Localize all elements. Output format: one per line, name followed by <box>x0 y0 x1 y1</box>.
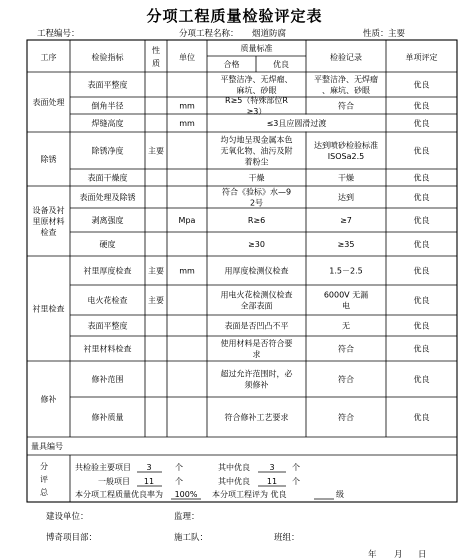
row-rating: 优良 <box>413 413 430 422</box>
row-indicator: 倒角半径 <box>91 101 124 111</box>
row-unit: mm <box>179 101 195 111</box>
col-excellent: 优良 <box>273 60 289 69</box>
row-record: 达到喷砂检验标准 ISOSa2.5 <box>314 141 378 161</box>
row-unit: mm <box>179 119 195 128</box>
subproject-label: 分项工程名称： <box>179 29 239 39</box>
row-standard: 符合修补工艺要求 <box>224 413 289 422</box>
row-record: 干燥 <box>338 173 354 183</box>
group-label: 设备及衬里原材料检查 <box>32 206 65 237</box>
row-standard: 平整洁净、无焊瘤、麻坑、砂眼 <box>220 75 293 95</box>
footer-day: 日 <box>418 550 427 560</box>
row-nature: 主要 <box>148 146 164 156</box>
group-label: 衬里检查 <box>32 304 65 314</box>
row-record: 平整洁净、无焊瘤、麻坑、砂眼 <box>314 75 378 95</box>
row-indicator: 修补范围 <box>91 375 124 384</box>
tools-label: 量具编号 <box>31 442 63 451</box>
row-record: 无 <box>342 321 350 331</box>
row-rating: 优良 <box>413 240 430 249</box>
row-indicator: 表面平整度 <box>87 321 128 331</box>
row-record: 达到 <box>338 193 354 202</box>
summary-main-count: 3 <box>146 463 152 472</box>
row-unit: mm <box>179 266 195 276</box>
row-standard: 表面是否凹凸不平 <box>224 321 289 331</box>
row-standard: 用厚度检测仪检查 <box>224 266 289 276</box>
row-record: 符合 <box>338 344 354 354</box>
row-standard: 干燥 <box>248 173 265 183</box>
col-indicator: 检验指标 <box>91 53 124 62</box>
row-record: 符合 <box>338 101 354 111</box>
col-process: 工序 <box>40 53 57 62</box>
summary-general-count: 11 <box>143 477 155 486</box>
row-indicator: 表面处理及除锈 <box>79 193 136 202</box>
row-rating: 优良 <box>413 216 430 225</box>
col-nature-1: 性 <box>152 46 160 55</box>
row-standard: R≥6 <box>247 216 266 225</box>
row-nature: 主要 <box>148 266 164 276</box>
svg-text:个: 个 <box>292 477 300 486</box>
col-qualified: 合格 <box>223 60 240 69</box>
row-indicator: 电火花检查 <box>87 296 128 305</box>
summary-main-items: 共检验主要项目 <box>75 463 131 472</box>
col-nature-2: 质 <box>152 59 160 68</box>
nature-label: 性质： <box>363 29 389 39</box>
footer-month: 月 <box>394 550 403 560</box>
footer-supervisor: 监理： <box>174 512 200 522</box>
row-rating: 优良 <box>413 119 430 128</box>
summary-rated-as: 本分项工程评为 优良 <box>212 490 287 499</box>
row-record: 符合 <box>338 413 354 422</box>
svg-text:其中优良: 其中优良 <box>218 477 250 486</box>
group-label: 除锈 <box>40 155 57 164</box>
row-indicator: 衬里厚度检查 <box>83 266 132 276</box>
row-standard: R≥5（特殊部位R ≥3） <box>225 96 288 116</box>
footer-year: 年 <box>368 550 377 560</box>
row-standard: 使用材料是否符合要求 <box>220 339 293 359</box>
row-standard: ≥30 <box>248 240 265 249</box>
row-standard: 用电火花检测仪检查全部表面 <box>220 290 293 311</box>
row-indicator: 除锈净度 <box>91 146 124 156</box>
summary-rate-value: 100% <box>174 490 198 499</box>
row-rating: 优良 <box>413 173 430 183</box>
row-standard: 符合《验标》水—9 2号 <box>221 187 292 208</box>
row-rating: 优良 <box>413 193 430 202</box>
row-rating: 优良 <box>413 80 430 90</box>
row-record: 6000V 无漏电 <box>323 290 369 311</box>
subproject-value: 烟道防腐 <box>252 29 287 39</box>
col-rating: 单项评定 <box>405 53 438 62</box>
row-indicator: 剥离强度 <box>91 216 124 225</box>
row-rating: 优良 <box>413 344 430 354</box>
page-title: 分项工程质量检验评定表 <box>146 7 323 25</box>
row-rating: 优良 <box>413 375 430 384</box>
group-label: 修补 <box>40 395 57 404</box>
row-indicator: 表面平整度 <box>87 80 128 90</box>
row-rating: 优良 <box>413 101 430 111</box>
summary-rate-text: 本分项工程质量优良率为 <box>75 490 163 499</box>
row-standard: 超过允许范围时，必须修补 <box>220 369 293 390</box>
svg-text:个: 个 <box>292 463 300 472</box>
summary-label-1: 分 <box>40 462 48 471</box>
summary-excellent-label: 其中优良 <box>218 463 250 472</box>
row-record: ≥7 <box>340 216 352 225</box>
summary-excellent-general: 11 <box>266 477 278 486</box>
row-unit: Mpa <box>178 216 196 225</box>
row-indicator: 硬度 <box>99 240 116 249</box>
summary-grade-suffix: 级 <box>336 490 344 499</box>
summary-label-2: 评 <box>40 475 48 484</box>
col-unit: 单位 <box>179 53 195 62</box>
group-label: 表面处理 <box>32 98 65 107</box>
footer-project-dept: 博奇项目部： <box>46 533 98 543</box>
row-record: ≥35 <box>337 240 355 249</box>
summary-label-3: 总 <box>40 488 48 497</box>
row-record: 1.5－2.5 <box>329 266 363 276</box>
project-no-label: 工程编号： <box>37 29 80 39</box>
svg-text:个: 个 <box>175 463 183 472</box>
row-indicator: 衬里材料检查 <box>83 344 132 354</box>
row-nature: 主要 <box>148 296 164 305</box>
row-rating: 优良 <box>413 266 430 276</box>
row-rating: 优良 <box>413 296 430 305</box>
footer-team: 班组： <box>274 533 300 543</box>
row-indicator: 修补质量 <box>91 413 124 422</box>
row-indicator: 表面干燥度 <box>87 173 128 183</box>
summary-general-items: 一般项目 <box>98 477 130 486</box>
col-standard: 质量标准 <box>240 44 273 53</box>
footer-builder: 建设单位： <box>46 512 89 522</box>
summary-block <box>40 461 344 499</box>
summary-excellent-main: 3 <box>269 463 275 472</box>
row-record: 符合 <box>338 375 354 384</box>
row-rating: 优良 <box>413 146 430 156</box>
col-record: 检验记录 <box>330 53 362 62</box>
row-indicator: 焊缝高度 <box>91 119 124 128</box>
svg-text:个: 个 <box>175 477 183 486</box>
row-rating: 优良 <box>413 321 430 331</box>
row-standard: ≤3且应圆滑过渡 <box>266 119 327 128</box>
footer-group: 施工队： <box>174 533 209 543</box>
nature-value: 主要 <box>388 29 406 39</box>
row-standard: 均匀地呈现金属本色无氧化物、油污及附着粉尘 <box>220 135 293 167</box>
